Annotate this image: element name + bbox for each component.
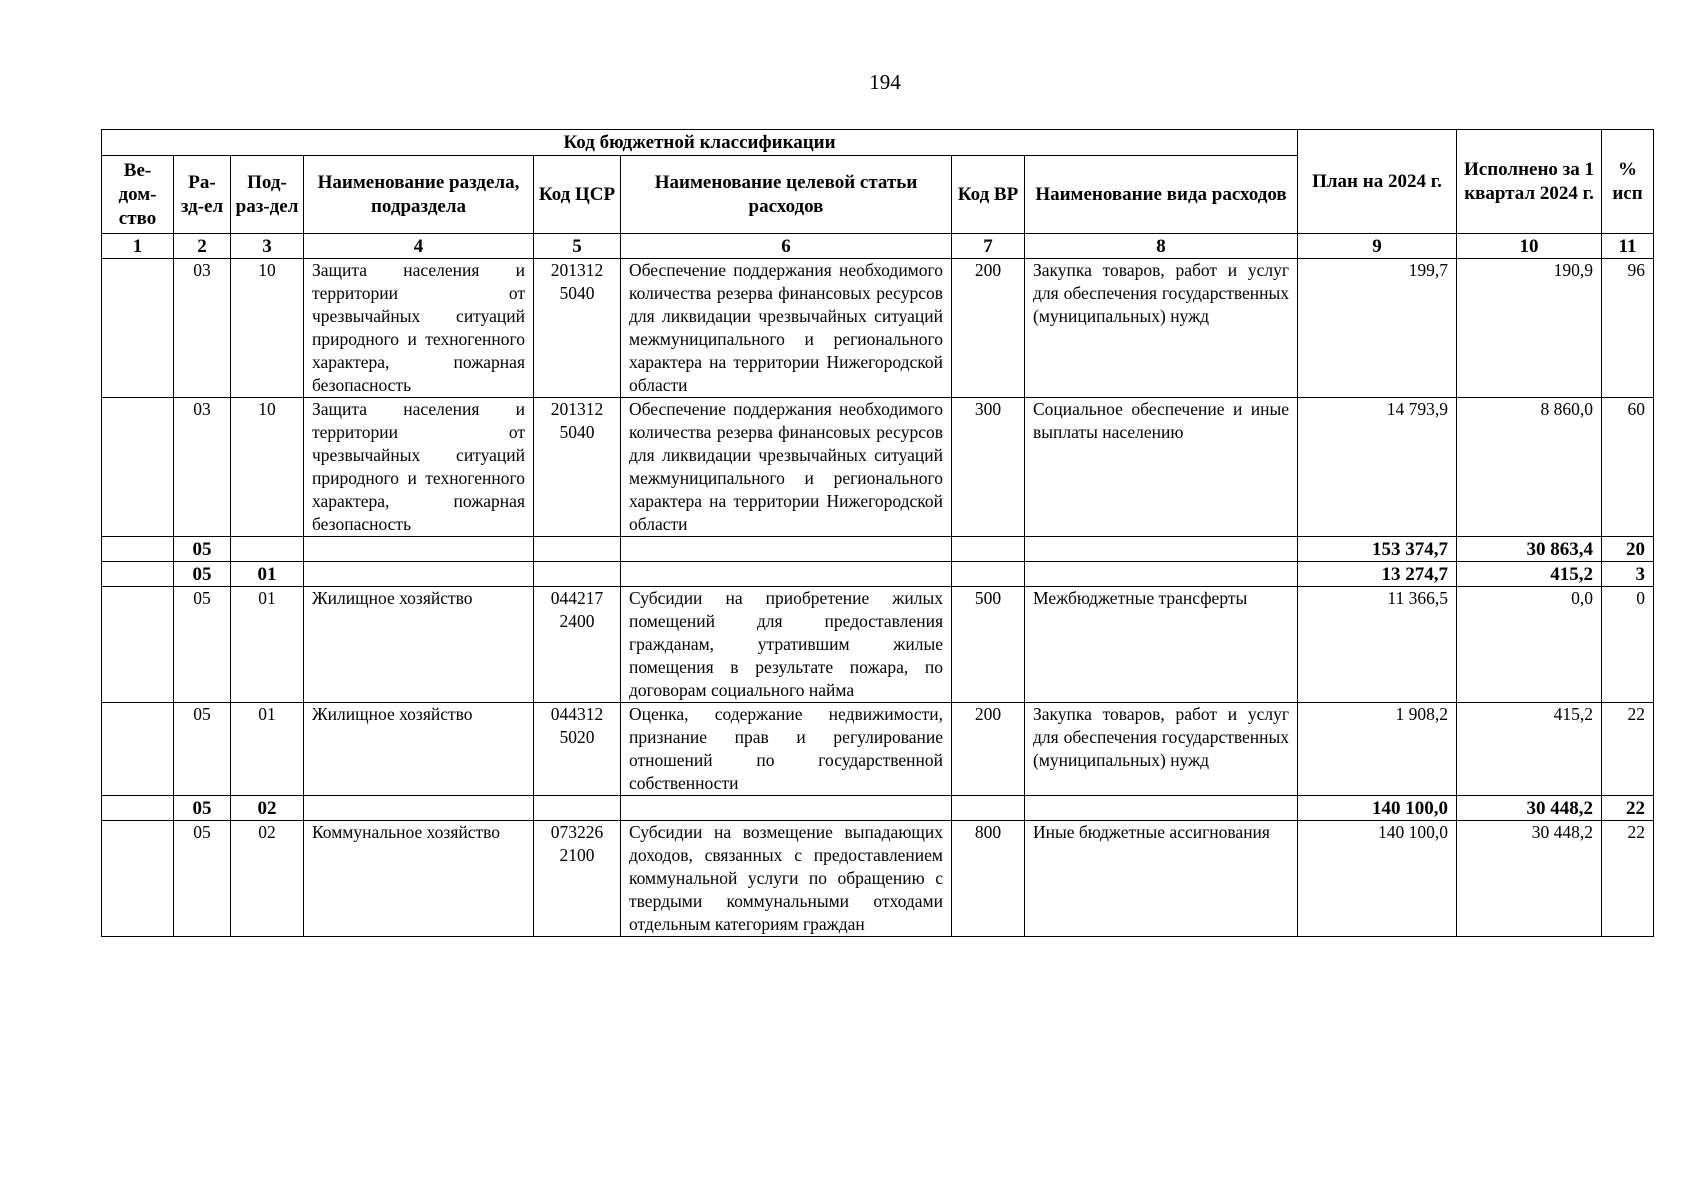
kod-csr-cell [534, 796, 621, 821]
header-kod-csr: Код ЦСР [534, 156, 621, 234]
razdel-name-cell [304, 796, 534, 821]
column-number: 6 [621, 234, 952, 259]
executed-cell: 415,2 [1457, 562, 1602, 587]
razdel-cell: 05 [174, 587, 231, 703]
kod-vr-cell [952, 537, 1025, 562]
column-number: 11 [1602, 234, 1654, 259]
executed-cell: 0,0 [1457, 587, 1602, 703]
kod-csr-cell: 073226 2100 [534, 821, 621, 937]
executed-cell: 30 448,2 [1457, 821, 1602, 937]
vedomstvo-cell [102, 587, 174, 703]
percent-cell: 20 [1602, 537, 1654, 562]
executed-cell: 190,9 [1457, 259, 1602, 398]
executed-cell: 8 860,0 [1457, 398, 1602, 537]
executed-cell: 30 863,4 [1457, 537, 1602, 562]
razdel-cell: 03 [174, 398, 231, 537]
podrazdel-cell: 10 [231, 259, 304, 398]
percent-cell: 0 [1602, 587, 1654, 703]
kod-vr-cell [952, 796, 1025, 821]
kod-csr-cell: 201312 5040 [534, 398, 621, 537]
table-row [102, 398, 1654, 537]
target-name-cell [621, 562, 952, 587]
header-kod-vr: Код ВР [952, 156, 1025, 234]
vedomstvo-cell [102, 398, 174, 537]
vedomstvo-cell [102, 821, 174, 937]
subtotal-row [102, 562, 1654, 587]
kod-vr-cell: 800 [952, 821, 1025, 937]
percent-cell: 96 [1602, 259, 1654, 398]
kod-vr-cell: 200 [952, 703, 1025, 796]
target-name-cell: Обеспечение поддержания необходимого количества резерва финансовых ресурсов для ликвидации чрезвычайных ситуаций межмуниципального и регионального характера на территории Нижегородской области [621, 259, 952, 398]
target-name-cell: Субсидии на приобретение жилых помещений для предоставления гражданам, утратившим жилые помещения в результате пожара, по договорам социального найма [621, 587, 952, 703]
page-number: 194 [869, 70, 901, 94]
vr-name-cell [1025, 537, 1298, 562]
plan-cell: 153 374,7 [1298, 537, 1457, 562]
column-number: 4 [304, 234, 534, 259]
razdel-name-cell: Защита населения и территории от чрезвычайных ситуаций природного и техногенного характера, пожарная безопасность [304, 398, 534, 537]
header-razdel-name: Наименование раздела, подраздела [304, 156, 534, 234]
vedomstvo-cell [102, 537, 174, 562]
vr-name-cell [1025, 796, 1298, 821]
razdel-name-cell: Жилищное хозяйство [304, 703, 534, 796]
vr-name-cell: Закупка товаров, работ и услуг для обеспечения государственных (муниципальных) нужд [1025, 259, 1298, 398]
vr-name-cell: Закупка товаров, работ и услуг для обеспечения государственных (муниципальных) нужд [1025, 703, 1298, 796]
percent-cell: 3 [1602, 562, 1654, 587]
table-row [102, 703, 1654, 796]
header-target-name: Наименование целевой статьи расходов [621, 156, 952, 234]
plan-cell: 140 100,0 [1298, 821, 1457, 937]
column-number: 9 [1298, 234, 1457, 259]
table-row [102, 587, 1654, 703]
razdel-name-cell: Коммунальное хозяйство [304, 821, 534, 937]
vr-name-cell: Иные бюджетные ассигнования [1025, 821, 1298, 937]
kod-vr-cell: 300 [952, 398, 1025, 537]
razdel-cell: 05 [174, 703, 231, 796]
plan-cell: 11 366,5 [1298, 587, 1457, 703]
podrazdel-cell: 01 [231, 587, 304, 703]
vr-name-cell: Социальное обеспечение и иные выплаты населению [1025, 398, 1298, 537]
kod-csr-cell: 044217 2400 [534, 587, 621, 703]
header-executed: Исполнено за 1 квартал 2024 г. [1457, 130, 1602, 234]
razdel-cell: 05 [174, 562, 231, 587]
header-razdel: Ра-зд-ел [174, 156, 231, 234]
kod-vr-cell: 500 [952, 587, 1025, 703]
header-vedomstvo: Ве-дом-ство [102, 156, 174, 234]
percent-cell: 22 [1602, 821, 1654, 937]
vedomstvo-cell [102, 562, 174, 587]
target-name-cell: Оценка, содержание недвижимости, признание прав и регулирование отношений по государственной собственности [621, 703, 952, 796]
table-row [102, 821, 1654, 937]
vr-name-cell: Межбюджетные трансферты [1025, 587, 1298, 703]
kod-vr-cell: 200 [952, 259, 1025, 398]
target-name-cell [621, 796, 952, 821]
column-number: 2 [174, 234, 231, 259]
executed-cell: 415,2 [1457, 703, 1602, 796]
vr-name-cell [1025, 562, 1298, 587]
plan-cell: 14 793,9 [1298, 398, 1457, 537]
kod-csr-cell: 044312 5020 [534, 703, 621, 796]
header-podrazdel: Под-раз-дел [231, 156, 304, 234]
podrazdel-cell: 10 [231, 398, 304, 537]
podrazdel-cell: 01 [231, 703, 304, 796]
razdel-name-cell [304, 537, 534, 562]
plan-cell: 199,7 [1298, 259, 1457, 398]
razdel-cell: 05 [174, 796, 231, 821]
plan-cell: 13 274,7 [1298, 562, 1457, 587]
budget-table [101, 129, 1654, 937]
percent-cell: 22 [1602, 796, 1654, 821]
vedomstvo-cell [102, 796, 174, 821]
column-number: 8 [1025, 234, 1298, 259]
column-number: 5 [534, 234, 621, 259]
header-vr-name: Наименование вида расходов [1025, 156, 1298, 234]
podrazdel-cell: 01 [231, 562, 304, 587]
subtotal-row [102, 796, 1654, 821]
podrazdel-cell: 02 [231, 796, 304, 821]
percent-cell: 22 [1602, 703, 1654, 796]
podrazdel-cell: 02 [231, 821, 304, 937]
kod-vr-cell [952, 562, 1025, 587]
column-number: 3 [231, 234, 304, 259]
header-percent: % исп [1602, 130, 1654, 234]
column-number: 7 [952, 234, 1025, 259]
plan-cell: 140 100,0 [1298, 796, 1457, 821]
executed-cell: 30 448,2 [1457, 796, 1602, 821]
razdel-name-cell: Защита населения и территории от чрезвычайных ситуаций природного и техногенного характера, пожарная безопасность [304, 259, 534, 398]
razdel-cell: 05 [174, 537, 231, 562]
column-number: 10 [1457, 234, 1602, 259]
plan-cell: 1 908,2 [1298, 703, 1457, 796]
percent-cell: 60 [1602, 398, 1654, 537]
target-name-cell [621, 537, 952, 562]
kod-csr-cell: 201312 5040 [534, 259, 621, 398]
podrazdel-cell [231, 537, 304, 562]
target-name-cell: Обеспечение поддержания необходимого количества резерва финансовых ресурсов для ликвидации чрезвычайных ситуаций межмуниципального и регионального характера на территории Нижегородской области [621, 398, 952, 537]
kod-csr-cell [534, 562, 621, 587]
razdel-cell: 03 [174, 259, 231, 398]
column-number-row [102, 234, 1654, 259]
header-budget-classification: Код бюджетной классификации [102, 130, 1298, 156]
column-number: 1 [102, 234, 174, 259]
razdel-name-cell: Жилищное хозяйство [304, 587, 534, 703]
vedomstvo-cell [102, 259, 174, 398]
razdel-name-cell [304, 562, 534, 587]
kod-csr-cell [534, 537, 621, 562]
table-row [102, 259, 1654, 398]
razdel-cell: 05 [174, 821, 231, 937]
header-plan: План на 2024 г. [1298, 130, 1457, 234]
vedomstvo-cell [102, 703, 174, 796]
target-name-cell: Субсидии на возмещение выпадающих доходов, связанных с предоставлением коммунальной услуги по обращению с твердыми коммунальными отходами отдельным категориям граждан [621, 821, 952, 937]
subtotal-row [102, 537, 1654, 562]
